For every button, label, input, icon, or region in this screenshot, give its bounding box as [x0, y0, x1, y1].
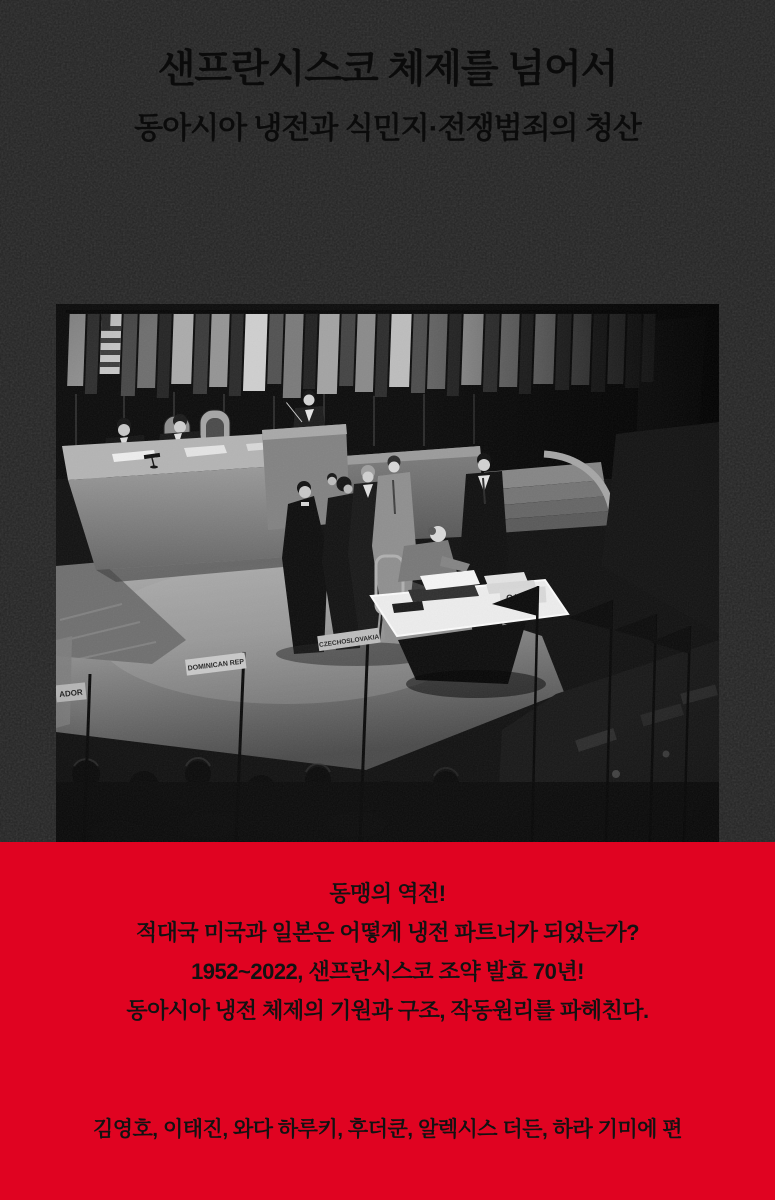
tagline-line-4: 동아시아 냉전 체제의 기원과 구조, 작동원리를 파헤친다. — [126, 998, 649, 1023]
red-banner — [0, 842, 775, 1200]
tagline-line-2: 적대국 미국과 일본은 어떻게 냉전 파트너가 되었는가? — [135, 920, 640, 945]
tagline-block — [0, 874, 775, 1030]
tagline-line-3: 1952~2022, 샌프란시스코 조약 발효 70년! — [191, 959, 584, 984]
editors-line: 김영호, 이태진, 와다 하루키, 후더쿤, 알렉시스 더든, 하라 기미에 편 — [92, 1118, 683, 1141]
book-subtitle: 동아시아 냉전과 식민지·전쟁범죄의 청산 — [134, 112, 641, 145]
title-block — [0, 48, 775, 146]
tagline-line-1: 동맹의 역전! — [329, 881, 446, 906]
photo-grain — [56, 304, 719, 842]
photo-scene — [56, 304, 719, 842]
treaty-signing-photo — [56, 304, 719, 842]
book-title: 샌프란시스코 체제를 넘어서 — [157, 48, 618, 91]
